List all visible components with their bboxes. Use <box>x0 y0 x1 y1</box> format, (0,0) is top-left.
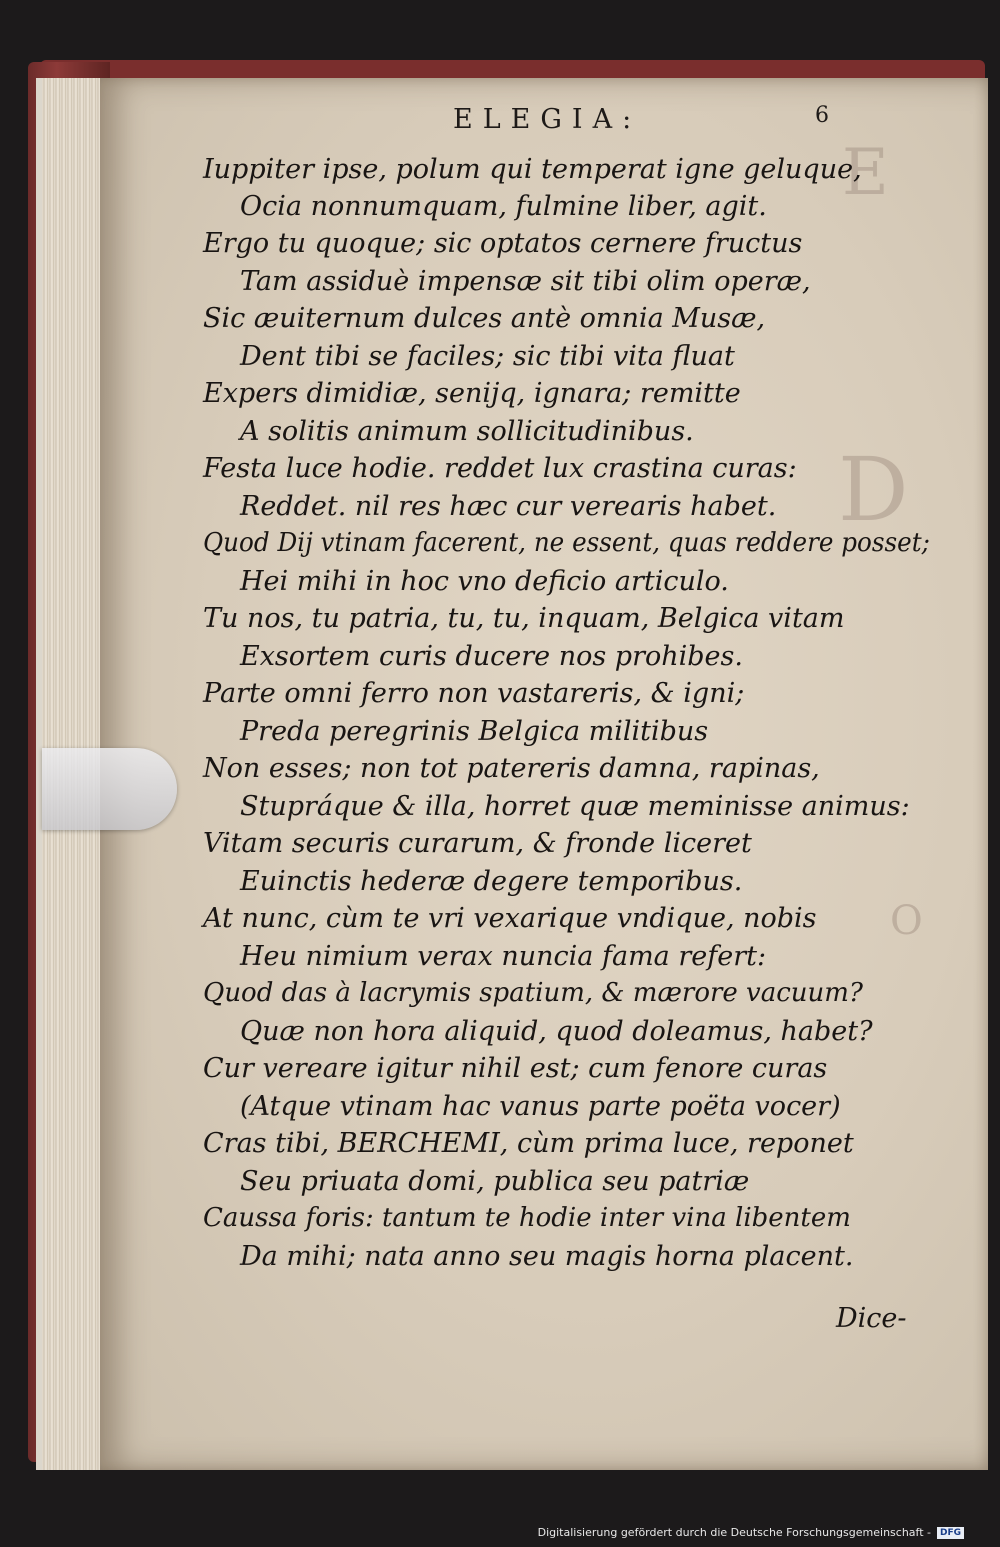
verse-line: Ocia nonnumquam, fulmine liber, agit. <box>240 191 767 222</box>
verse-line: Sic æuiternum dulces antè omnia Musæ, <box>203 303 766 334</box>
verse-line: Quod Dij vtinam facerent, ne essent, quas reddere posset; <box>203 528 930 558</box>
show-through-letter-d: D <box>838 438 909 541</box>
verse-line: A solitis animum sollicitudinibus. <box>240 416 694 447</box>
verse-line: Expers dimidiæ, senijq, ignara; remitte <box>203 378 741 409</box>
dfg-logo: DFG <box>937 1527 964 1539</box>
verse-line: Da mihi; nata anno seu magis horna placent. <box>240 1241 854 1272</box>
verse-line: Hei mihi in hoc vno deficio articulo. <box>240 566 729 597</box>
verse-line: Caussa foris: tantum te hodie inter vina libentem <box>203 1203 851 1233</box>
footer-text: Digitalisierung gefördert durch die Deutsche Forschungsgemeinschaft - <box>537 1526 931 1539</box>
verse-line: Parte omni ferro non vastareris, & igni; <box>203 678 745 709</box>
verse-line: At nunc, cùm te vri vexarique vndique, nobis <box>203 903 817 934</box>
page-heading: ELEGIA: <box>453 104 642 135</box>
book-clip <box>42 748 177 830</box>
show-through-letter-o: O <box>890 898 923 944</box>
verse-line: Tam assiduè impensæ sit tibi olim operæ, <box>240 266 811 297</box>
page-number: 6 <box>815 103 829 128</box>
verse-line: Preda peregrinis Belgica militibus <box>240 716 709 747</box>
verse-line: Vitam securis curarum, & fronde liceret <box>203 828 752 859</box>
verse-line: Tu nos, tu patria, tu, tu, inquam, Belgica vitam <box>203 603 845 634</box>
verse-line: (Atque vtinam hac vanus parte poëta vocer) <box>240 1091 841 1122</box>
verse-line: Reddet. nil res hæc cur verearis habet. <box>240 491 777 522</box>
verse-line: Seu priuata domi, publica seu patriæ <box>240 1166 750 1197</box>
verse-line: Non esses; non tot patereris damna, rapinas, <box>203 753 820 784</box>
book-cover-top <box>40 60 985 80</box>
verse-line: Stupráque & illa, horret quæ meminisse animus: <box>240 791 910 822</box>
verse-line: Dent tibi se faciles; sic tibi vita fluat <box>240 341 735 372</box>
verse-line: Iuppiter ipse, polum qui temperat igne geluque, <box>203 154 862 185</box>
verse-line: Cur vereare igitur nihil est; cum fenore curas <box>203 1053 828 1084</box>
verse-line: Quæ non hora aliquid, quod doleamus, habet? <box>240 1016 873 1047</box>
verse-line: Ergo tu quoque; sic optatos cernere fructus <box>203 228 803 259</box>
verse-line: Quod das à lacrymis spatium, & mærore vacuum? <box>203 978 863 1008</box>
verse-line: Heu nimium verax nuncia fama refert: <box>240 941 767 972</box>
show-through-letter-e: E <box>842 136 889 210</box>
verse-line: Euinctis hederæ degere temporibus. <box>240 866 743 897</box>
verse-line: Festa luce hodie. reddet lux crastina curas: <box>203 453 797 484</box>
verse-line: Exsortem curis ducere nos prohibes. <box>240 641 743 672</box>
catchword: Dice- <box>836 1303 907 1334</box>
verse-line: Cras tibi, BERCHEMI, cùm prima luce, reponet <box>203 1128 854 1159</box>
footer-credit <box>538 1526 964 1539</box>
